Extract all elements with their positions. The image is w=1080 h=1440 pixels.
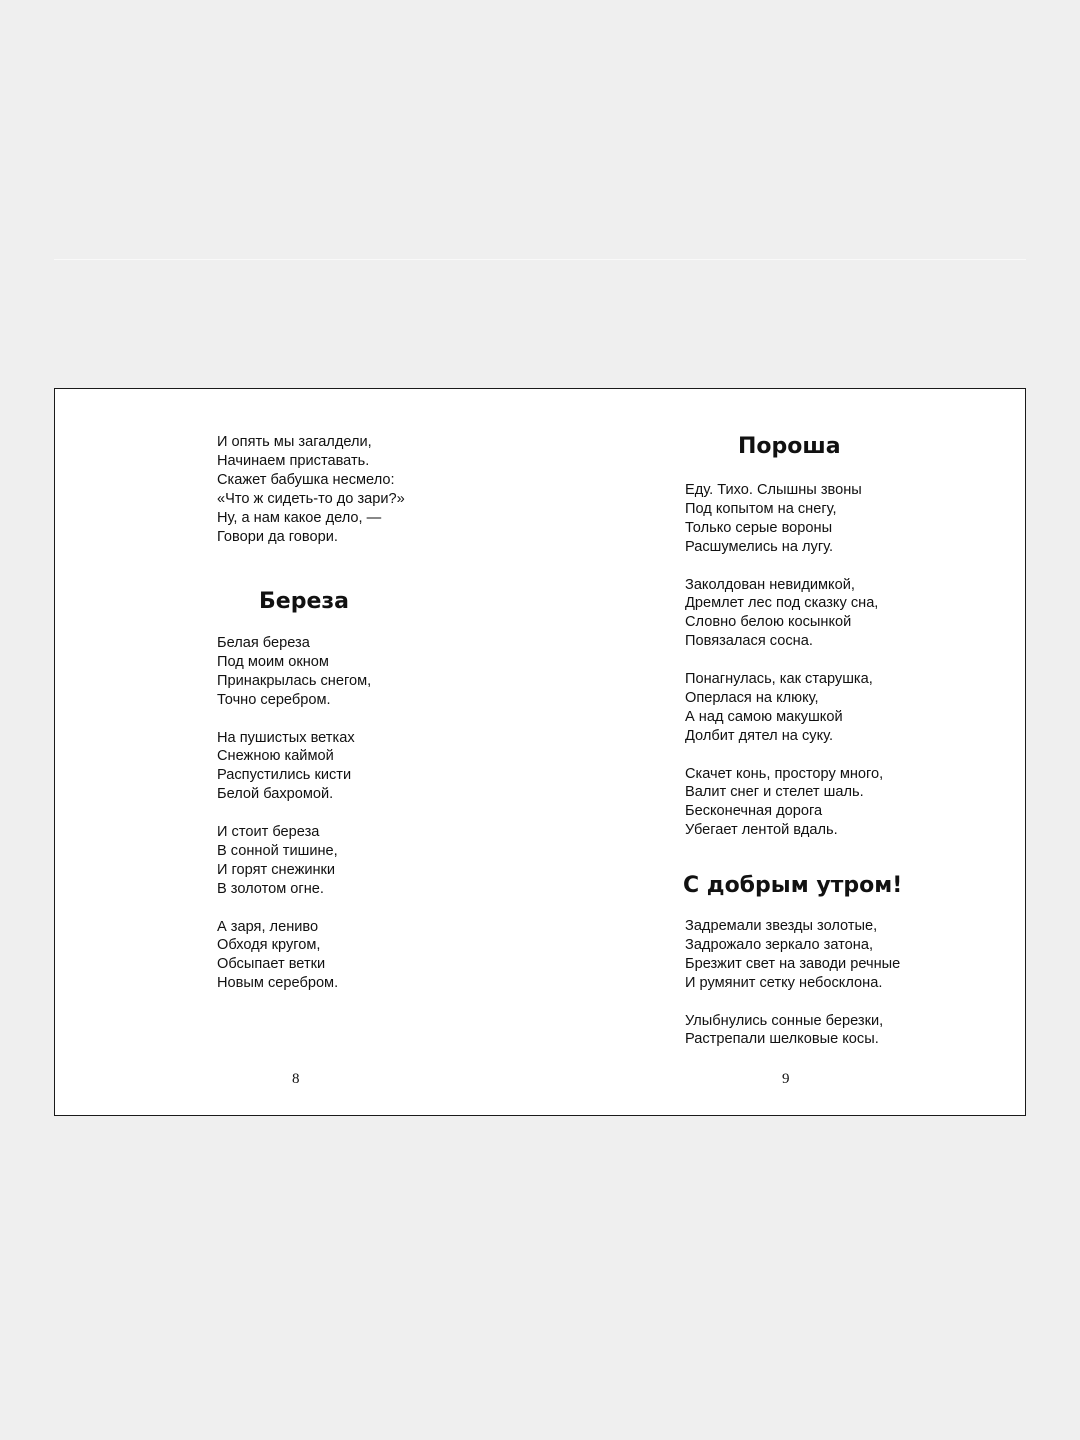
poem-line: Повязалася сосна. <box>685 633 813 650</box>
stanza <box>685 670 965 746</box>
poem-line: Начинаем приставать. <box>217 452 370 469</box>
top-divider <box>54 259 1026 260</box>
poem-line: На пушистых ветках <box>217 729 355 746</box>
stanza <box>685 765 965 841</box>
poem-line: И горят снежинки <box>217 861 336 878</box>
poem-line: И опять мы загалдели, <box>217 434 372 450</box>
stanza <box>685 481 965 557</box>
stanza <box>685 1012 900 1050</box>
poem-line: Только серые вороны <box>685 519 833 536</box>
poem-body-s-dobrym-utrom <box>685 917 900 1049</box>
stanza <box>685 917 900 993</box>
poem-line: Оперлася на клюку, <box>685 689 819 706</box>
poem-line: Брезжит свет на заводи речные <box>685 955 901 972</box>
poem-title-s-dobrym-utrom: С добрым утром! <box>683 873 903 898</box>
poem-line: И румянит сетку небосклона. <box>685 974 883 991</box>
poem-line: Убегает лентой вдаль. <box>685 822 838 839</box>
poem-line: «Что ж сидеть-то до зари?» <box>217 490 405 507</box>
poem-line: Новым серебром. <box>217 975 339 992</box>
poem-line: Валит снег и стелет шаль. <box>685 784 864 801</box>
poem-line: Задрожало зеркало затона, <box>685 936 874 953</box>
poem-line: Улыбнулись сонные березки, <box>685 1012 884 1029</box>
stanza <box>217 823 371 899</box>
poem-line: Скачет конь, простору много, <box>685 765 884 782</box>
poem-body-porosha <box>685 481 965 840</box>
poem-line: Под моим окном <box>217 653 329 670</box>
poem-line: Задремали звезды золотые, <box>685 918 878 934</box>
page-number-right: 9 <box>782 1071 790 1087</box>
poem-line: Снежною каймой <box>217 748 334 765</box>
stanza <box>217 918 371 994</box>
book-spread <box>54 388 1026 1116</box>
poem-line: Долбит дятел на суку. <box>685 727 834 744</box>
poem-line: А над самою макушкой <box>685 708 843 725</box>
poem-line: А заря, лениво <box>217 918 319 935</box>
stanza <box>685 576 965 652</box>
poem-line: Словно белою косынкой <box>685 614 852 631</box>
stanza <box>217 634 371 710</box>
poem-line: Растрепали шелковые косы. <box>685 1031 879 1048</box>
left-continuation-text <box>217 433 477 546</box>
poem-line: Бесконечная дорога <box>685 803 823 820</box>
stanza <box>217 433 477 546</box>
poem-line: Обсыпает ветки <box>217 956 326 973</box>
poem-line: Ну, а нам какое дело, — <box>217 509 382 526</box>
poem-line: Еду. Тихо. Слышны звоны <box>685 482 862 498</box>
poem-line: Белая береза <box>217 635 310 651</box>
poem-body-bereza <box>217 634 371 993</box>
poem-line: Обходя кругом, <box>217 937 321 954</box>
poem-line: Скажет бабушка несмело: <box>217 471 395 488</box>
poem-title-bereza: Береза <box>259 589 349 614</box>
poem-line: Понагнулась, как старушка, <box>685 671 873 688</box>
poem-line: Говори да говори. <box>217 528 338 545</box>
poem-line: Дремлет лес под сказку сна, <box>685 595 879 612</box>
poem-line: В золотом огне. <box>217 880 324 897</box>
poem-line: Расшумелись на лугу. <box>685 538 834 555</box>
poem-line: Принакрылась снегом, <box>217 672 372 689</box>
poem-line: Под копытом на снегу, <box>685 500 837 517</box>
poem-line: В сонной тишине, <box>217 842 338 859</box>
stanza <box>217 729 371 805</box>
poem-line: Распустились кисти <box>217 767 352 784</box>
poem-line: Точно серебром. <box>217 691 331 708</box>
poem-title-porosha: Пороша <box>738 434 841 459</box>
poem-line: Заколдован невидимкой, <box>685 576 855 593</box>
page-number-left: 8 <box>292 1071 300 1087</box>
poem-line: Белой бахромой. <box>217 786 334 803</box>
poem-line: И стоит береза <box>217 824 320 841</box>
